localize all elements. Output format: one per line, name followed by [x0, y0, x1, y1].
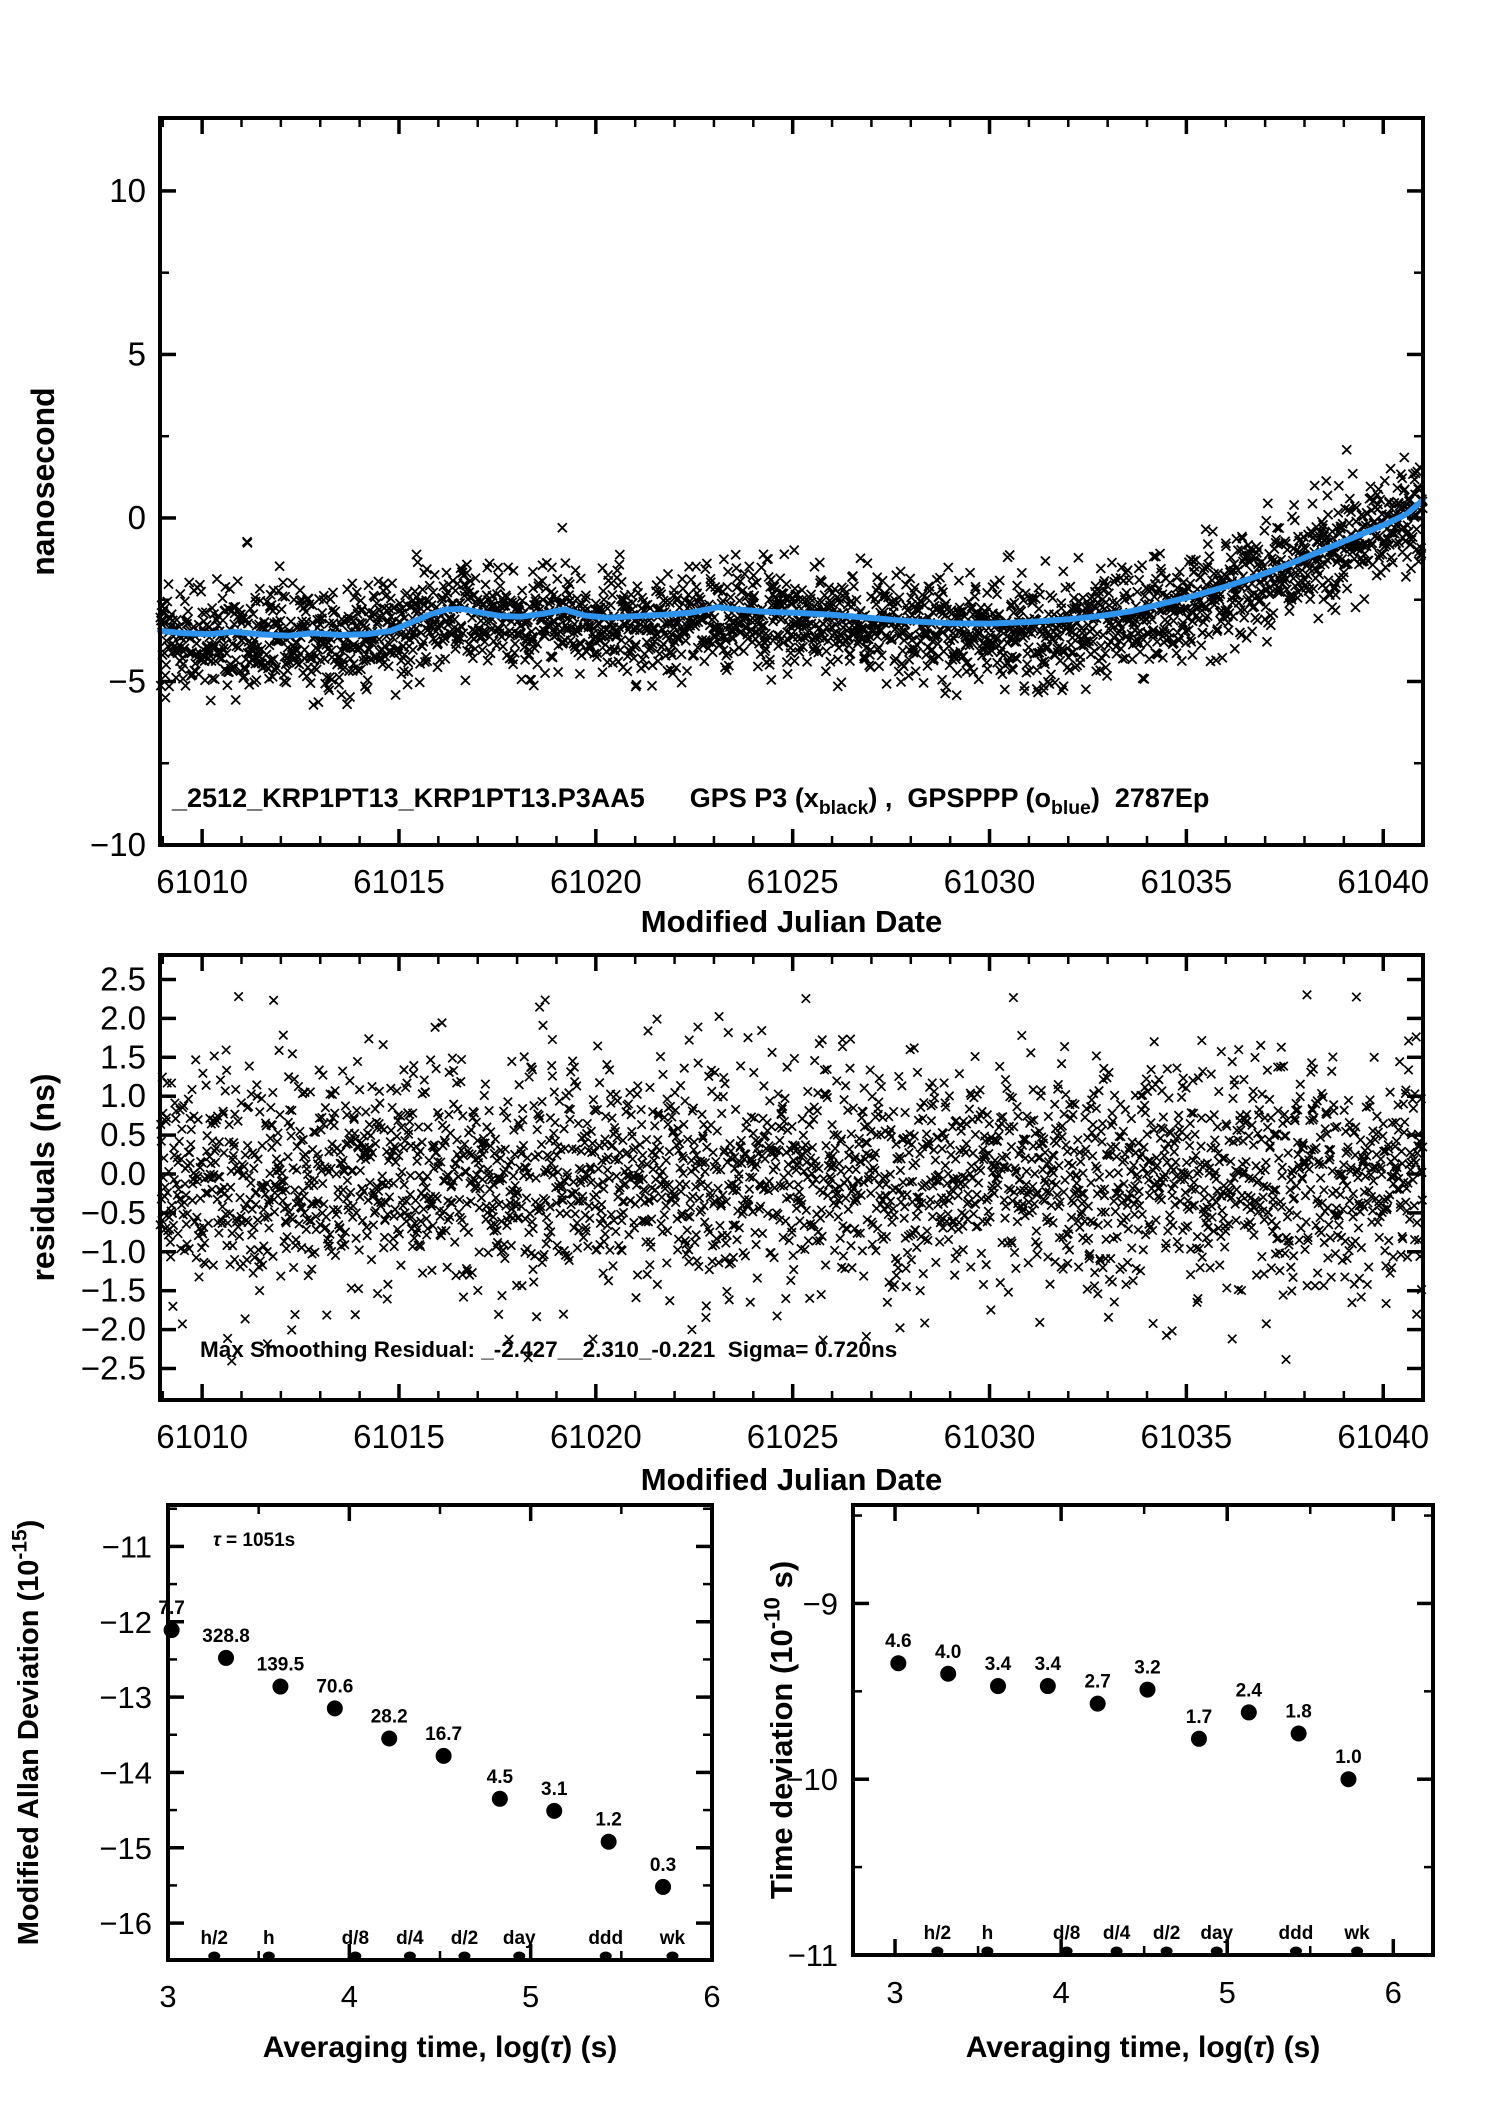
time-unit-label: h	[981, 1923, 994, 1944]
mdev-value-label: 328.8	[202, 1625, 250, 1647]
mdev-point	[492, 1791, 508, 1807]
mdev-point	[655, 1879, 671, 1895]
tdev-point	[1241, 1704, 1257, 1720]
y-tick-label: −2.5	[80, 1349, 146, 1387]
mdev-value-label: 7.7	[158, 1598, 185, 1620]
x-tick-label: 61010	[156, 1418, 249, 1455]
max-smoothing-residual-annotation: Max Smoothing Residual: _-2.427__2.310_-0.221 Sigma= 0.720ns	[200, 1337, 898, 1362]
axes-box	[853, 1505, 1433, 1955]
tdev-point	[940, 1666, 956, 1682]
time-unit-label: d/4	[396, 1928, 424, 1949]
tdev-point	[1090, 1696, 1106, 1712]
y-tick-label: 0.0	[100, 1154, 146, 1192]
residuals-panel	[25, 955, 1429, 1497]
time-unit-label: d/2	[1152, 1923, 1181, 1944]
x-tick-label: 61030	[943, 1418, 1036, 1455]
dataset-annotation: _2512_KRP1PT13_KRP1PT13.P3AA5 GPS P3 $(x_{black})$ , GPSPPP $(o_{blue})$ 2787Ep	[172, 783, 1210, 819]
x-tick-label: 5	[522, 1979, 540, 2014]
time-unit-label: ddd	[588, 1928, 624, 1949]
x-tick-label: 61035	[1140, 1418, 1233, 1455]
y-tick-label: −10	[90, 826, 146, 863]
top-panel	[25, 118, 1429, 939]
y-tick-label: −2.0	[80, 1310, 146, 1348]
y-tick-label: −11	[787, 1938, 838, 1973]
x-tick-label: 61015	[353, 863, 445, 900]
tdev-value-label: 2.7	[1084, 1671, 1111, 1693]
mdev-point	[601, 1834, 617, 1850]
y-tick-label: −1.0	[80, 1232, 146, 1270]
x-tick-label: 4	[1052, 1975, 1070, 2010]
y-tick-label: 1.5	[100, 1038, 146, 1076]
y-tick-label: −5	[108, 662, 146, 700]
time-unit-label: h/2	[200, 1928, 228, 1949]
y-tick-label: −16	[99, 1906, 152, 1942]
mdev-point	[436, 1748, 452, 1764]
y-tick-label: 5	[127, 335, 146, 373]
y-tick-label: 10	[109, 171, 146, 209]
y-tick-label: −9	[802, 1586, 838, 1622]
mdev-value-label: 4.5	[486, 1766, 514, 1788]
y-tick-label: −10	[785, 1762, 838, 1798]
mdev-panel	[8, 1505, 720, 2064]
x-tick-label: 61020	[549, 1418, 642, 1455]
x-tick-label: 61035	[1140, 863, 1233, 900]
x-tick-label: 5	[1218, 1975, 1236, 2010]
mdev-point	[327, 1700, 343, 1716]
tdev-point	[1291, 1726, 1307, 1742]
mdev-point	[381, 1731, 397, 1747]
y-axis-title-mdev: Modified Allan Deviation $(10^{-15})$	[8, 1519, 45, 1946]
time-unit-label: wk	[659, 1928, 686, 1949]
tdev-value-label: 3.4	[984, 1654, 1012, 1676]
y-tick-label: 2.0	[100, 999, 146, 1037]
mdev-value-label: 3.1	[541, 1778, 568, 1800]
tdev-point	[1340, 1771, 1356, 1787]
tdev-point	[890, 1655, 906, 1671]
tau-note: τ = 1051s	[213, 1530, 296, 1551]
time-unit-label: d/8	[341, 1928, 370, 1949]
y-tick-label: −0.5	[80, 1193, 146, 1231]
x-tick-label: 4	[340, 1979, 358, 2014]
x-tick-label: 61040	[1337, 1418, 1430, 1455]
y-tick-label: −1.5	[80, 1271, 146, 1309]
y-axis-title-residuals: residuals (ns)	[25, 1073, 61, 1282]
tdev-point	[1139, 1682, 1155, 1698]
tdev-point	[1040, 1678, 1056, 1694]
time-unit-label: day	[502, 1928, 536, 1949]
tdev-point	[1191, 1731, 1207, 1747]
time-unit-label: h	[263, 1928, 275, 1949]
x-tick-label: 6	[703, 1979, 721, 2014]
time-unit-label: d/2	[450, 1928, 479, 1949]
y-tick-label: −14	[99, 1755, 152, 1791]
time-unit-label: ddd	[1278, 1923, 1314, 1944]
tdev-value-label: 3.4	[1034, 1654, 1062, 1676]
time-unit-label: d/8	[1052, 1923, 1081, 1944]
y-tick-label: 0	[127, 498, 146, 536]
x-tick-label: 61010	[156, 863, 249, 900]
x-tick-label: 61025	[746, 863, 839, 900]
tdev-value-label: 3.2	[1134, 1657, 1161, 1679]
y-axis-title-nanosecond: nanosecond	[25, 387, 61, 576]
y-axis-title-tdev: Time deviation ($10^{-10}$ s)	[759, 1560, 799, 1900]
mdev-value-label: 70.6	[316, 1676, 354, 1698]
mdev-value-label: 139.5	[256, 1654, 305, 1676]
tdev-value-label: 1.7	[1185, 1706, 1213, 1728]
time-unit-label: d/4	[1102, 1923, 1131, 1944]
mdev-value-label: 16.7	[425, 1723, 463, 1745]
mdev-point	[546, 1803, 562, 1819]
y-tick-label: −11	[101, 1529, 152, 1565]
tdev-value-label: 2.4	[1235, 1680, 1263, 1702]
mdev-point	[218, 1650, 234, 1666]
tdev-panel	[760, 1505, 1433, 2064]
y-tick-label: −15	[99, 1830, 152, 1866]
x-axis-title-avg-time-right: Averaging time, log(τ) (s)	[965, 2031, 1321, 2064]
tdev-value-label: 1.0	[1335, 1747, 1362, 1769]
x-tick-label: 61015	[353, 1418, 445, 1455]
tdev-value-label: 1.8	[1285, 1701, 1312, 1723]
mdev-value-label: 0.3	[649, 1854, 677, 1876]
mdev-value-label: 28.2	[370, 1706, 408, 1728]
residuals-scatter	[156, 991, 1427, 1366]
x-axis-title-mjd: Modified Julian Date	[640, 904, 943, 939]
x-tick-label: 6	[1384, 1975, 1402, 2010]
y-tick-label: 1.0	[100, 1077, 146, 1115]
y-tick-label: 2.5	[100, 960, 146, 998]
x-tick-label: 61020	[549, 863, 642, 900]
y-tick-label: −12	[99, 1604, 152, 1640]
time-unit-label: h/2	[923, 1923, 952, 1944]
y-tick-label: 0.5	[100, 1116, 146, 1154]
x-tick-label: 3	[159, 1979, 177, 2014]
mdev-point	[272, 1679, 288, 1695]
x-tick-label: 61025	[746, 1418, 839, 1455]
axes-box	[160, 118, 1423, 845]
mdev-value-label: 1.2	[595, 1809, 622, 1831]
x-tick-label: 61030	[943, 863, 1036, 900]
x-axis-title-avg-time-left: Averaging time, log(τ) (s)	[262, 2031, 618, 2064]
time-unit-label: wk	[1344, 1923, 1370, 1944]
y-tick-label: −13	[99, 1680, 152, 1716]
x-axis-title-mjd-2: Modified Julian Date	[640, 1462, 943, 1497]
x-tick-label: 61040	[1337, 863, 1430, 900]
gps-p3-scatter	[156, 445, 1427, 709]
x-tick-label: 3	[886, 1975, 904, 2010]
tdev-value-label: 4.0	[934, 1641, 962, 1663]
tdev-value-label: 4.6	[885, 1631, 912, 1653]
tdev-point	[990, 1678, 1006, 1694]
time-unit-label: day	[1200, 1923, 1234, 1944]
